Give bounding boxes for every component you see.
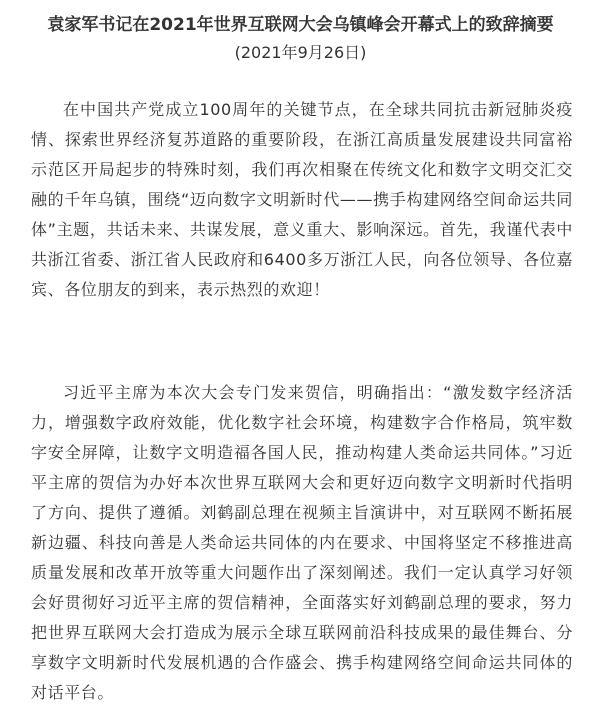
paragraph-opening-remarks: 在中国共产党成立100周年的关键节点，在全球共同抗击新冠肺炎疫情、探索世界经济复苏道路的重要阶段，在浙江高质量发展建设共同富裕示范区开局起步的特殊时刻，我们再次相聚在传统文化和数字文明交汇交融的千年乌镇，围绕“迈向数字文明新时代——携手构建网络空间命运共同体”主题，共话未来、共谋发展，意义重大、影响深远。首先，我谨代表中共浙江省委、浙江省人民政府和6400多万浙江人民，向各位领导、各位嘉宾、各位朋友的到来，表示热烈的欢迎！ <box>31 100 573 299</box>
paragraph-congratulatory-letter: 习近平主席为本次大会专门发来贺信，明确指出：“激发数字经济活力，增强数字政府效能，优化数字社会环境，构建数字合作格局，筑牢数字安全屏障，让数字文明造福各国人民，推动构建人类命运共同体。”习近平主席的贺信为办好本次世界互联网大会和更好迈向数字文明新时代指明了方向、提供了遵循。刘鹤副总理在视频主旨演讲中，对互联网不断拓展新边疆、科技向善是人类命运共同体的内在要求、中国将坚定不移推进高质量发展和改革开放等重大问题作出了深刻阐述。我们一定认真学习好领会好贯彻好习近平主席的贺信精神，全面落实好刘鹤副总理的要求，努力把世界互联网大会打造成为展示全球互联网前沿科技成果的最佳舞台、分享数字文明新时代发展机遇的合作盛会、携手构建网络空间命运共同体的对话平台。 <box>31 383 573 702</box>
document-title: 袁家军书记在2021年世界互联网大会乌镇峰会开幕式上的致辞摘要 <box>47 15 554 35</box>
document-date: (2021年9月26日) <box>234 43 367 62</box>
